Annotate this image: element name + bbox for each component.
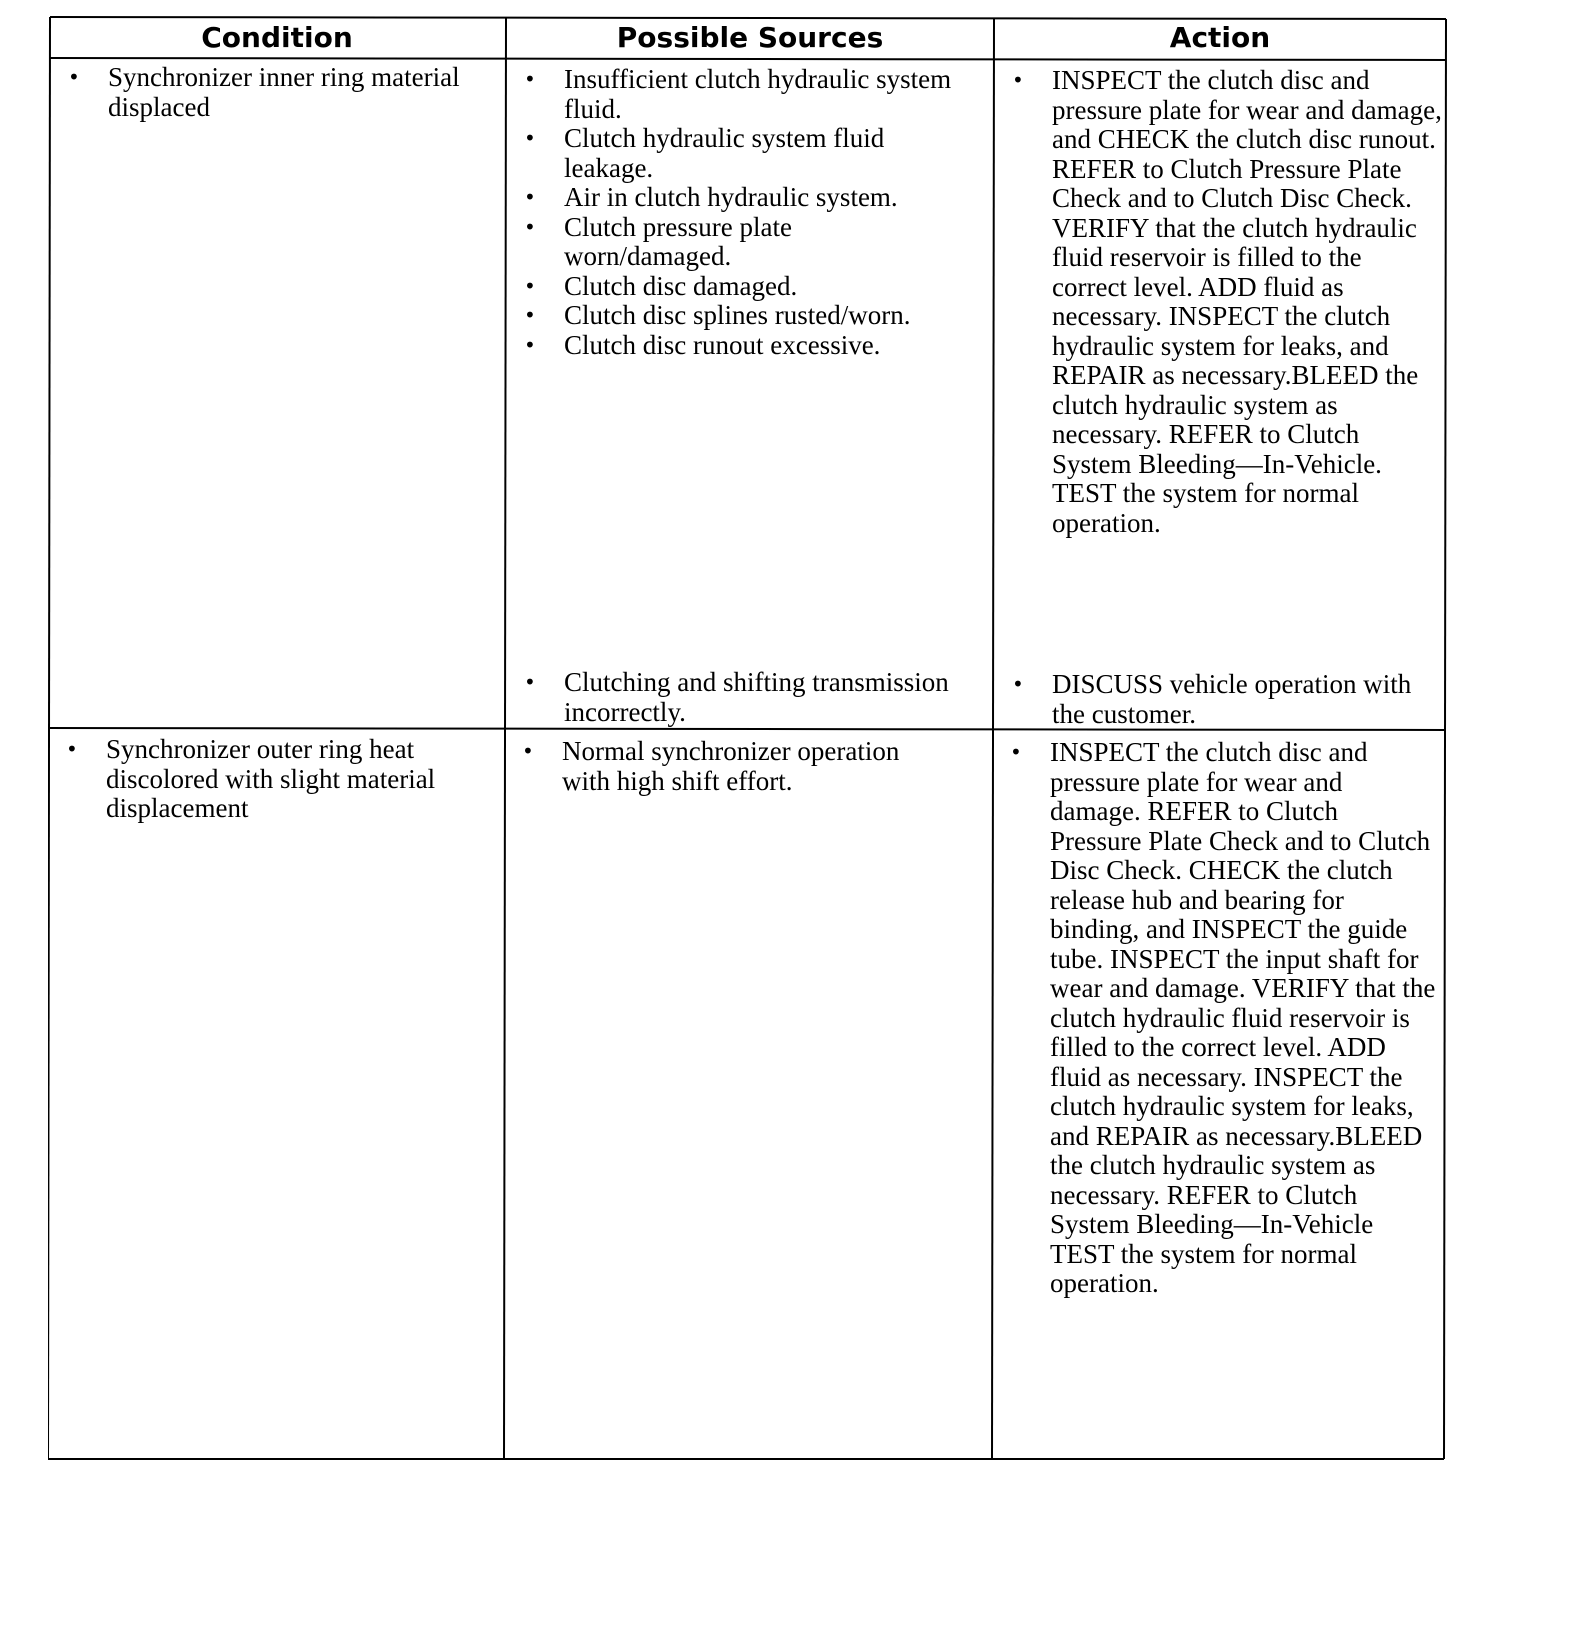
row1-extra-source <box>518 668 958 727</box>
bullet-icon: • <box>524 670 536 694</box>
source-text: Clutch hydraulic system fluid leakage. <box>564 123 885 183</box>
row1-extra-action <box>1006 670 1442 729</box>
bullet-icon: • <box>1012 672 1024 696</box>
bullet-icon: • <box>524 273 536 298</box>
header-action: Action <box>1169 20 1271 54</box>
bullet-icon: • <box>1010 740 1022 764</box>
bullet-icon: • <box>524 214 536 239</box>
bullet-icon: • <box>66 737 78 761</box>
source-text: Clutch disc damaged. <box>564 270 798 301</box>
row2-sources <box>516 737 916 796</box>
row1-sources <box>518 65 958 360</box>
action-text: INSPECT the clutch disc and pressure plate for wear and damage, and CHECK the clutch disc runout. REFER to Clutch Pressure Plate Check and to Clutch Disc Check. VERIFY that the clutch hydraulic fluid reservoir is filled to the correct level. ADD fluid as necessary. INSPECT the clutch hydraulic system for leaks, and REPAIR as necessary.BLEED the clutch hydraulic system as necessary. REFER to Clutch System Bleeding—In-Vehicle. TEST the system for normal operation. <box>1052 65 1442 538</box>
bullet-icon: • <box>524 67 536 91</box>
bullet-icon: • <box>1012 68 1024 92</box>
source-text: Insufficient clutch hydraulic system fluid. <box>564 64 952 124</box>
bullet-icon: • <box>68 65 80 89</box>
row2-condition <box>60 735 500 824</box>
bullet-icon: • <box>522 739 534 763</box>
source-text: Air in clutch hydraulic system. <box>564 182 898 212</box>
header-condition: Condition <box>201 20 353 54</box>
bullet-icon: • <box>524 332 536 357</box>
source-text: Clutching and shifting transmission incorrectly. <box>564 667 949 727</box>
bullet-icon: • <box>524 126 536 150</box>
row1-action <box>1006 66 1442 538</box>
row2-action <box>1004 738 1436 1299</box>
condition-text: Synchronizer inner ring material displaced <box>108 62 460 122</box>
source-text: Clutch disc runout excessive. <box>564 329 881 360</box>
action-text: INSPECT the clutch disc and pressure plate for wear and damage. REFER to Clutch Pressure Plate Check and to Clutch Disc Check. CHECK the clutch release hub and bearing for binding, and INSPECT the guide tube. INSPECT the input shaft for wear and damage. VERIFY that the clutch hydraulic fluid reservoir is filled to the correct level. ADD fluid as necessary. INSPECT the clutch hydraulic system for leaks, and REPAIR as necessary.BLEED the clutch hydraulic system as necessary. REFER to Clutch System Bleeding—In-Vehicle TEST the system for normal operation. <box>1050 737 1436 1298</box>
bullet-icon: • <box>524 303 536 327</box>
source-text: Normal synchronizer operation with high shift effort. <box>562 736 900 796</box>
header-possible-sources: Possible Sources <box>616 20 884 54</box>
action-text: DISCUSS vehicle operation with the customer. <box>1052 669 1412 729</box>
source-text: Clutch pressure plate worn/damaged. <box>564 211 792 271</box>
bullet-icon: • <box>524 185 536 209</box>
source-text: Clutch disc splines rusted/worn. <box>564 300 911 330</box>
row1-condition <box>62 63 462 122</box>
condition-text: Synchronizer outer ring heat discolored with slight material displacement <box>106 734 436 823</box>
